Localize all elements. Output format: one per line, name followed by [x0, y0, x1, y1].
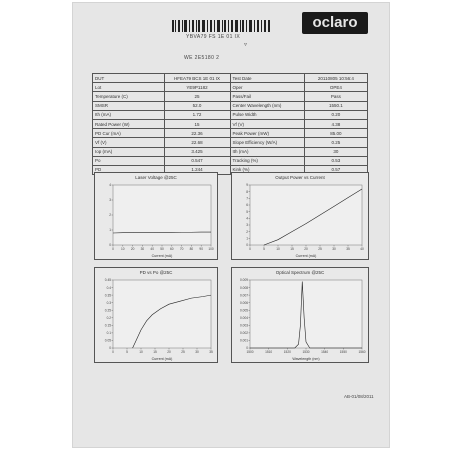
- y-tick-label: 3: [246, 223, 248, 228]
- chart-title: Laser Voltage @25C: [135, 175, 177, 180]
- table-row: [93, 129, 368, 138]
- table-label: Oper: [230, 83, 304, 92]
- y-tick-label: 0.25: [104, 308, 111, 313]
- table-label: Pulse Width: [230, 110, 304, 119]
- table-value: YE9P1182: [164, 83, 230, 92]
- x-tick-label: 1540: [321, 350, 329, 354]
- table-label: Tracking (%): [230, 156, 304, 165]
- x-tick-label: 30: [195, 350, 199, 354]
- table-label: Center Wavelength (nm): [230, 101, 304, 110]
- y-tick-label: 0.002: [240, 331, 248, 336]
- y-tick-label: 0.007: [240, 293, 248, 298]
- x-tick-label: 50: [160, 247, 164, 251]
- x-tick-label: 40: [360, 247, 364, 251]
- y-tick-label: 0.45: [104, 278, 111, 283]
- voltage-chart: [95, 173, 217, 259]
- x-tick-label: 1560: [358, 350, 366, 354]
- pd-chart-panel: [94, 267, 218, 363]
- y-tick-label: 6: [246, 203, 248, 208]
- table-row: [93, 156, 368, 165]
- x-axis-label: Current (mA): [295, 254, 317, 258]
- chart-title: PD vs Po @25C: [139, 270, 173, 275]
- chart-title: Output Power vs Current: [275, 175, 325, 180]
- y-tick-label: 0.3: [106, 300, 111, 305]
- table-value: 52.0: [164, 101, 230, 110]
- y-tick-label: 0: [246, 243, 248, 248]
- x-tick-label: 0: [112, 350, 114, 354]
- table-label: Test Date: [230, 74, 304, 83]
- table-value: 4.38: [304, 119, 367, 128]
- x-axis-label: Wavelength (nm): [292, 357, 320, 361]
- x-tick-label: 30: [140, 247, 145, 251]
- table-label: SMSR: [93, 101, 165, 110]
- y-tick-label: 0.35: [104, 293, 111, 298]
- x-tick-label: 5: [126, 350, 128, 354]
- table-value: 30: [304, 147, 367, 156]
- x-tick-label: 80: [189, 247, 194, 251]
- x-tick-label: 10: [121, 247, 125, 251]
- y-tick-label: 7: [246, 196, 248, 201]
- x-tick-label: 0: [249, 247, 251, 251]
- x-axis-label: Current (mA): [151, 357, 173, 361]
- table-value: 3.425: [164, 147, 230, 156]
- table-label: Peak Power (mW): [230, 129, 304, 138]
- x-tick-label: 20: [130, 247, 135, 251]
- x-tick-label: 20: [304, 247, 308, 251]
- table-row: [93, 119, 368, 128]
- x-tick-label: 1550: [339, 350, 347, 354]
- y-tick-label: 0.004: [240, 315, 248, 320]
- y-tick-label: 0.006: [240, 300, 248, 305]
- table-value: HFEA79 BCS 1E 01 IX: [164, 74, 230, 83]
- table-value: 20110805 10:56:4: [304, 74, 367, 83]
- y-tick-label: 0.15: [104, 323, 111, 328]
- y-tick-label: 9: [246, 183, 248, 188]
- y-tick-label: 5: [246, 209, 248, 214]
- x-tick-label: 35: [209, 350, 213, 354]
- table-label: Kink (%): [230, 165, 304, 174]
- table-value: Pass: [304, 92, 367, 101]
- test-results-table: [92, 73, 368, 175]
- y-tick-label: 0.2: [106, 315, 111, 320]
- table-value: 1.244: [164, 165, 230, 174]
- table-value: 22.68: [164, 138, 230, 147]
- x-tick-label: 10: [139, 350, 143, 354]
- y-tick-label: 0.009: [240, 278, 248, 283]
- plot-area: [113, 280, 211, 348]
- chart-title: Optical Spectrum @25C: [275, 270, 325, 275]
- x-tick-label: 0: [112, 247, 114, 251]
- table-row: [93, 147, 368, 156]
- table-label: Iop (mA): [93, 147, 165, 156]
- plot-area: [113, 185, 211, 245]
- spectrum-chart: [232, 268, 368, 362]
- y-tick-label: 0.4: [106, 285, 111, 290]
- table-label: PD Cur (mA): [93, 129, 165, 138]
- pd-chart: [95, 268, 217, 362]
- x-axis-label: Current (mA): [151, 254, 173, 258]
- y-tick-label: 2: [109, 213, 111, 218]
- serial-text: WE 2E5180 2: [184, 55, 220, 61]
- x-tick-label: 30: [332, 247, 336, 251]
- table-label: Pass/Fail: [230, 92, 304, 101]
- table-value: 25: [164, 92, 230, 101]
- y-tick-label: 0: [246, 346, 248, 351]
- x-tick-label: 1520: [283, 350, 291, 354]
- plot-area: [250, 185, 362, 245]
- table-row: [93, 74, 368, 83]
- x-tick-label: 1500: [246, 350, 254, 354]
- x-tick-label: 1530: [302, 350, 310, 354]
- y-tick-label: 0.008: [240, 285, 248, 290]
- table-label: Ith (mA): [230, 147, 304, 156]
- power-chart-panel: [231, 172, 369, 260]
- table-value: 22.36: [164, 129, 230, 138]
- table-value: 1550.1: [304, 101, 367, 110]
- table-row: [93, 101, 368, 110]
- table-label: Vf (V): [230, 119, 304, 128]
- x-tick-label: 10: [276, 247, 280, 251]
- table-label: Temperature (C): [93, 92, 165, 101]
- y-tick-label: 0.003: [240, 323, 248, 328]
- x-tick-label: 5: [263, 247, 265, 251]
- table-label: Slope Efficiency (W/A): [230, 138, 304, 147]
- table-label: PD: [93, 165, 165, 174]
- table-label: Po: [93, 156, 165, 165]
- spectrum-chart-panel: [231, 267, 369, 363]
- plot-area: [250, 280, 362, 348]
- table-value: 0.20: [304, 110, 367, 119]
- barcode: [172, 20, 270, 32]
- y-tick-label: 1: [109, 228, 111, 233]
- power-chart: [232, 173, 368, 259]
- x-tick-label: 15: [290, 247, 294, 251]
- x-tick-label: 20: [167, 350, 171, 354]
- tick-mark: ▿: [244, 42, 248, 48]
- footer-note: AB-01/08/2011: [344, 394, 374, 399]
- y-tick-label: 2: [246, 229, 248, 234]
- x-tick-label: 15: [153, 350, 157, 354]
- x-tick-label: 90: [199, 247, 203, 251]
- x-tick-label: 60: [170, 247, 174, 251]
- table-label: Vf (V): [93, 138, 165, 147]
- voltage-chart-panel: [94, 172, 218, 260]
- table-value: 0.57: [304, 165, 367, 174]
- y-tick-label: 4: [109, 183, 111, 188]
- y-tick-label: 0: [109, 243, 111, 248]
- x-tick-label: 1510: [265, 350, 273, 354]
- table-row: [93, 92, 368, 101]
- x-tick-label: 25: [318, 247, 322, 251]
- table-value: 0.547: [164, 156, 230, 165]
- x-tick-label: 70: [179, 247, 184, 251]
- table-label: Rated Power (W): [93, 119, 165, 128]
- table-value: 0.53: [304, 156, 367, 165]
- y-tick-label: 0.001: [240, 338, 248, 343]
- y-tick-label: 4: [246, 216, 248, 221]
- y-tick-label: 0.05: [104, 338, 111, 343]
- oclaro-logo: oclaro: [302, 12, 368, 34]
- table-row: [93, 83, 368, 92]
- y-tick-label: 3: [109, 198, 111, 203]
- table-label: Ith (mA): [93, 110, 165, 119]
- barcode-text: YBVA79 FS 1E 01 IX: [186, 34, 241, 40]
- table-row: [93, 138, 368, 147]
- table-value: 1.72: [164, 110, 230, 119]
- table-value: OPE4: [304, 83, 367, 92]
- x-tick-label: 40: [150, 247, 154, 251]
- table-label: DUT: [93, 74, 165, 83]
- x-tick-label: 35: [346, 247, 350, 251]
- table-row: [93, 110, 368, 119]
- table-value: 15: [164, 119, 230, 128]
- y-tick-label: 0.1: [106, 331, 111, 336]
- y-tick-label: 0: [109, 346, 111, 351]
- table-value: 0.25: [304, 138, 367, 147]
- y-tick-label: 8: [246, 189, 248, 194]
- table-label: Lot: [93, 83, 165, 92]
- y-tick-label: 1: [246, 236, 248, 241]
- x-tick-label: 100: [208, 247, 214, 251]
- x-tick-label: 25: [181, 350, 185, 354]
- table-value: 85.00: [304, 129, 367, 138]
- y-tick-label: 0.005: [240, 308, 248, 313]
